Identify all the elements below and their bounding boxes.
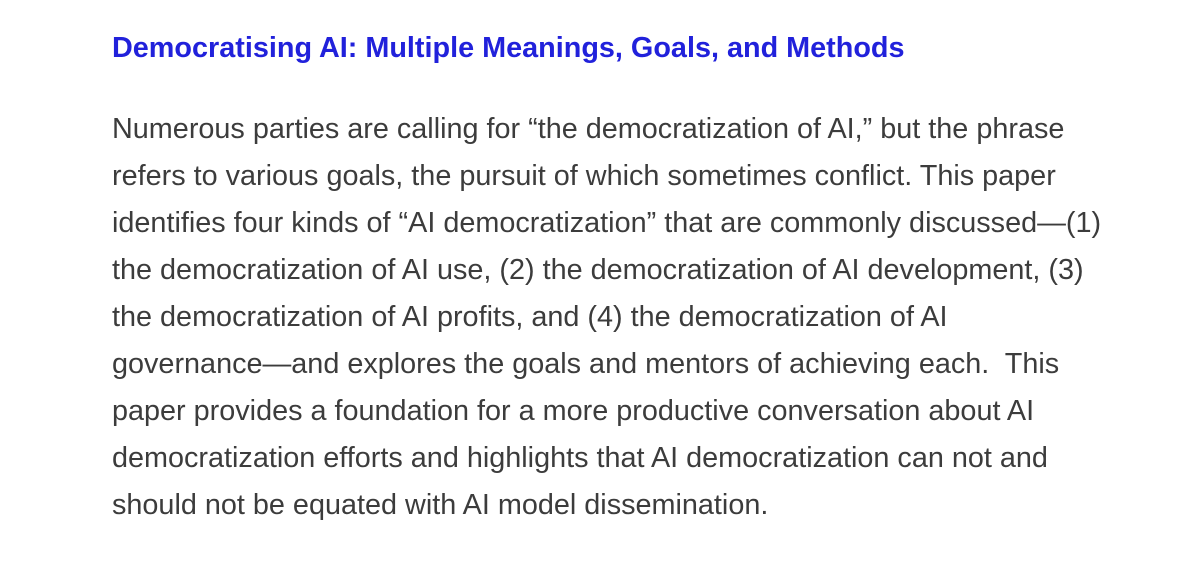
document-title: Democratising AI: Multiple Meanings, Goals, and Methods bbox=[112, 32, 905, 64]
abstract-line: the democratization of AI use, (2) the democratization of AI development, (3) bbox=[112, 254, 1084, 286]
abstract-line: should not be equated with AI model dissemination. bbox=[112, 489, 769, 521]
abstract-line: paper provides a foundation for a more productive conversation about AI bbox=[112, 395, 1035, 427]
abstract-paragraph bbox=[112, 106, 1104, 529]
abstract-line: Numerous parties are calling for “the democratization of AI,” but the phrase bbox=[112, 113, 1065, 145]
abstract-line: the democratization of AI profits, and (4) the democratization of AI bbox=[112, 301, 948, 333]
abstract-line: refers to various goals, the pursuit of which sometimes conflict. This paper bbox=[112, 160, 1056, 192]
abstract-line: governance—and explores the goals and mentors of achieving each. This bbox=[112, 348, 1060, 380]
abstract-line: identifies four kinds of “AI democratization” that are commonly discussed—(1) bbox=[112, 207, 1102, 239]
abstract-line: democratization efforts and highlights that AI democratization can not and bbox=[112, 442, 1048, 474]
